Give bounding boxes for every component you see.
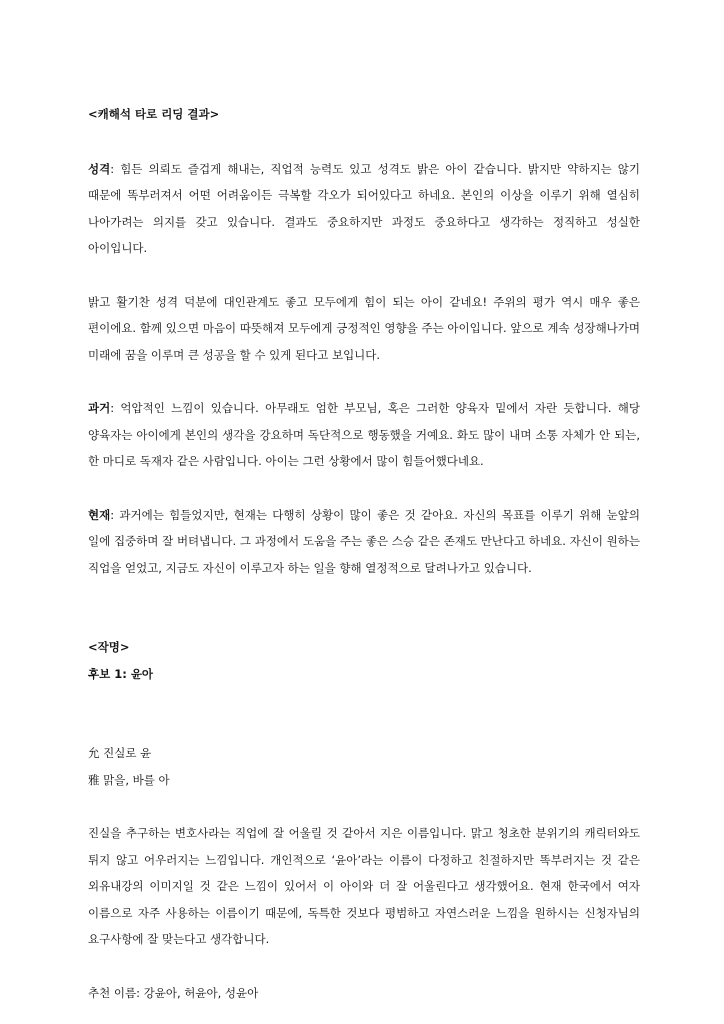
personality-label: 성격 — [88, 161, 111, 176]
hanja-line-2: 雅 맑을, 바를 아 — [88, 772, 170, 787]
personality-text: : 힘든 의뢰도 즐겁게 해내는, 직업적 능력도 있고 성격도 밝은 아이 같습니다. 밝지만 약하지는 않기 때문에 똑부러져서 어떤 어려움이든 극복할 각오가 되어있다고 하네요. 본인의 이상을 이루기 위해 열심히 나아가려는 의지를 갖고 있습니다. 결과도 중요하지만 과정도 중요하다고 생각하는 정직하고 성실한 아이입니다. — [88, 161, 641, 255]
present-paragraph — [88, 502, 640, 582]
document-title: <캐해석 타로 리딩 결과> — [88, 107, 220, 121]
recommended-names: 추천 이름: 강윤아, 허윤아, 성윤아 — [88, 985, 259, 1000]
past-paragraph — [88, 395, 640, 475]
personality-paragraph-2: 밝고 활기찬 성격 덕분에 대인관계도 좋고 모두에게 힘이 되는 아이 같네요! 주위의 평가 역시 매우 좋은 편이에요. 함께 있으면 마음이 따뜻해져 모두에게 긍정적인 영향을 주는 아이입니다. 앞으로 계속 성장해나가며 미래에 꿈을 이루며 큰 성공을 할 수 있게 된다고 보입니다. — [88, 294, 640, 362]
past-label: 과거 — [88, 401, 111, 415]
present-text: : 과거에는 힘들었지만, 현재는 다행히 상황이 많이 좋은 것 같아요. 자신의 목표를 이루기 위해 눈앞의 일에 집중하며 잘 버텨냅니다. 그 과정에서 도움을 주는 좋은 스승 같은 존재도 만난다고 하네요. 자신이 원하는 직업을 얻었고, 지금도 자신이 이루고자 하는 일을 향해 열정적으로 달려나가고 있습니다. — [88, 507, 640, 575]
document-body — [88, 101, 640, 1006]
naming-description: 진실을 추구하는 변호사라는 직업에 잘 어울릴 것 같아서 지은 이름입니다. 맑고 청초한 분위기의 캐릭터와도 튀지 않고 어우러지는 느낌입니다. 개인적으로 ‘윤아’라는 이름이 다정하고 친절하지만 똑부러지는 것 같은 외유내강의 이미지일 것 같은 느낌이 있어서 이 아이와 더 잘 어울린다고 생각했어요. 현재 한국에서 여자 이름으로 자주 사용하는 이름이기 때문에, 독특한 것보다 평범하고 자연스러운 느낌을 원하시는 신청자님의 요구사항에 잘 맞는다고 생각합니다. — [88, 826, 641, 946]
personality-paragraph — [88, 156, 640, 262]
naming-heading: <작명> — [88, 640, 130, 654]
past-text: : 억압적인 느낌이 있습니다. 아무래도 엄한 부모님, 혹은 그러한 양육자 밑에서 자란 듯합니다. 해당 양육자는 아이에게 본인의 생각을 강요하며 독단적으로 행동했을 거예요. 화도 많이 내며 소통 자체가 안 되는, 한 마디로 독재자 같은 사람입니다. 아이는 그런 상황에서 많이 힘들어했다네요. — [88, 401, 640, 468]
hanja-line-1: 允 진실로 윤 — [88, 746, 152, 760]
candidate-title: 후보 1: 윤아 — [88, 666, 154, 681]
present-label: 현재 — [88, 507, 111, 522]
